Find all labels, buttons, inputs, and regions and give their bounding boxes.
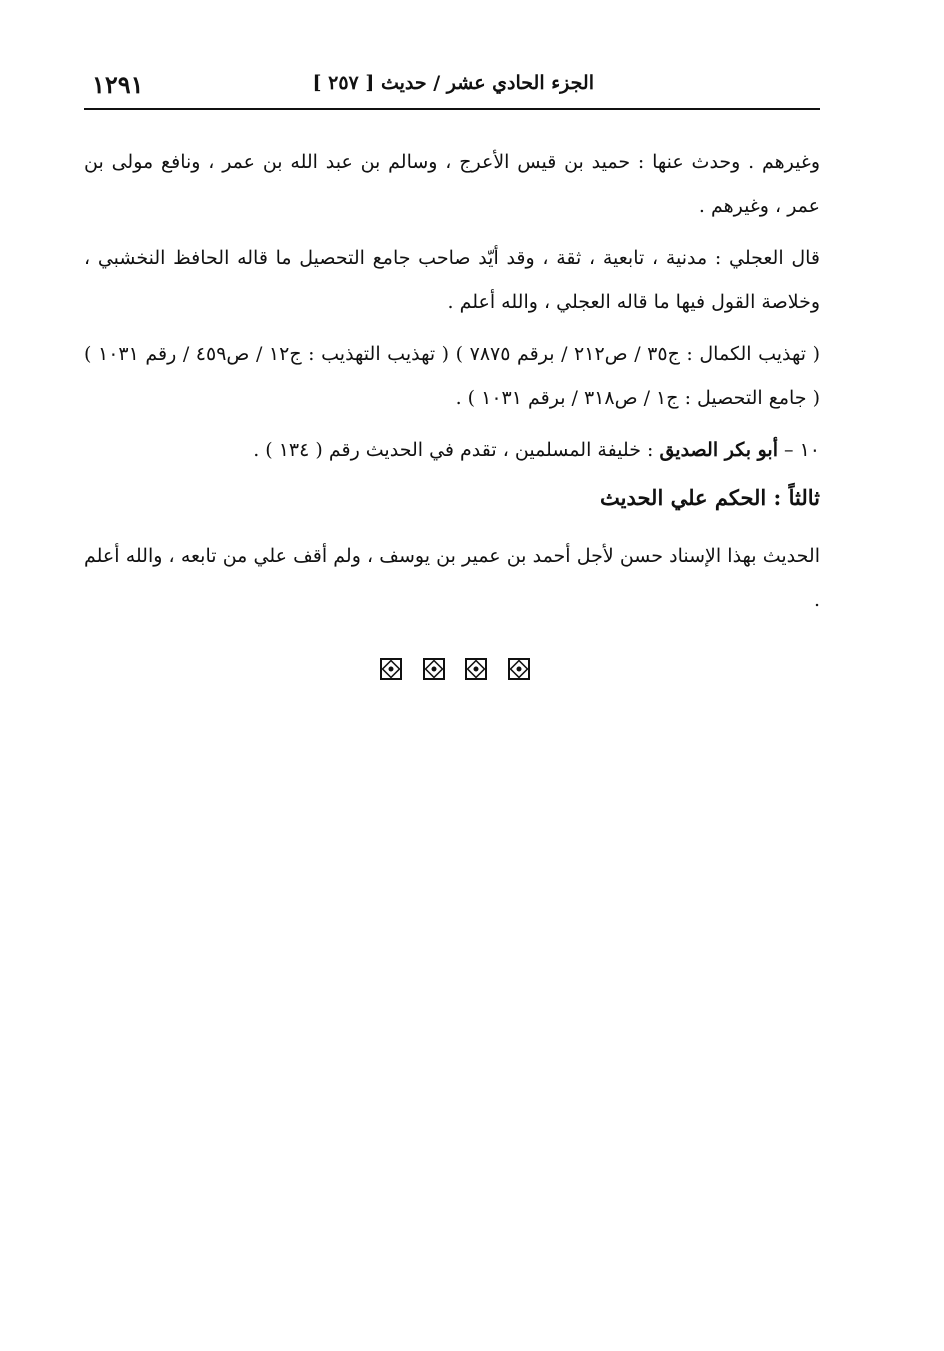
ornament-knot-icon: [380, 658, 402, 680]
ornament-knot-icon: [465, 658, 487, 680]
running-head: الجزء الحادي عشر / حديث [ ٢٥٧ ]: [312, 72, 594, 94]
ornament-knot-icon: [508, 658, 530, 680]
narrator-description: : خليفة المسلمين ، تقدم في الحديث رقم ( ١٣٤ ) .: [253, 439, 654, 461]
section-heading: ثالثاً : الحكم علي الحديث: [600, 485, 820, 510]
paragraph-ijli-assessment: قال العجلي : مدنية ، تابعية ، ثقة ، وقد أيّد صاحب جامع التحصيل ما قاله الحافظ النخشبي ، وخلاصة القول فيها ما قاله العجلي ، والله أعلم .: [84, 247, 820, 313]
paragraph-ruling: الحديث بهذا الإسناد حسن لأجل أحمد بن عمير بن يوسف ، ولم أقف علي من تابعه ، والله أعلم .: [84, 545, 820, 611]
page-number: ١٢٩١: [92, 70, 144, 99]
paragraph-narrators: وغيرهم . وحدث عنها : حميد بن قيس الأعرج ، وسالم بن عبد الله بن عمر ، ونافع مولى بن عمر ، وغيرهم .: [84, 151, 820, 217]
paragraph-references: ( تهذيب الكمال : ج٣٥ / ص٢١٢ / برقم ٧٨٧٥ ) ( تهذيب التهذيب : ج١٢ / ص٤٥٩ / رقم ١٠٣١ ) ( جامع التحصيل : ج١ / ص٣١٨ / برقم ١٠٣١ ) .: [84, 343, 821, 409]
ornament-knot-icon: [423, 658, 445, 680]
narrator-name: أبو بكر الصديق: [659, 439, 778, 461]
header-rule: [84, 108, 820, 110]
paragraph-abu-bakr: [84, 428, 820, 472]
body-text: [84, 140, 820, 630]
page-header: [84, 70, 820, 106]
item-number: ١٠ –: [784, 439, 820, 461]
ornament-divider: [380, 658, 530, 684]
